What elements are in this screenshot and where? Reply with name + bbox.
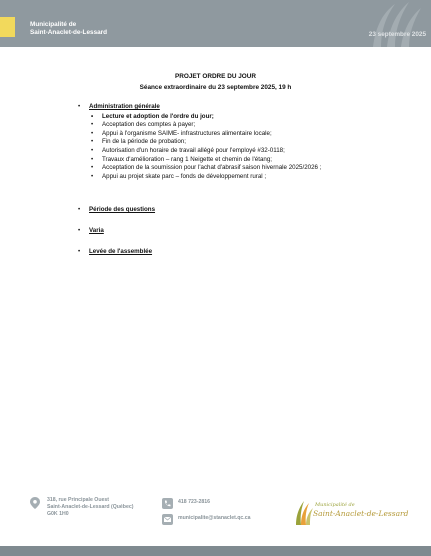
agenda-item-text: Travaux d'amélioration – rang 1 Neigette et chemin de l'étang;: [102, 155, 272, 163]
agenda-item: [78, 138, 368, 147]
footer-phone: 418 723-2816: [178, 499, 211, 505]
header-date: 23 septembre 2025: [368, 31, 426, 38]
footer-address-line2: Saint-Anaclet-de-Lessard (Québec): [47, 504, 134, 510]
agenda-item-text: Fin de la période de probation;: [102, 138, 186, 146]
bullet-icon: •: [78, 103, 81, 110]
logo-line2: Saint-Anaclet-de-Lessard: [313, 509, 409, 518]
agenda-section-title: Période des questions: [89, 206, 156, 214]
header-municipality-name: [30, 21, 107, 37]
agenda-item-text: Acceptation des comptes à payer;: [102, 121, 196, 129]
agenda-section-title: Varia: [89, 226, 104, 234]
bullet-icon: •: [91, 121, 94, 129]
bullet-icon: •: [91, 112, 94, 120]
agenda-section-title: Levée de l'assemblée: [89, 247, 153, 255]
bullet-icon: •: [91, 146, 94, 154]
agenda-subitems: [78, 113, 368, 182]
footer-bar: [0, 546, 431, 556]
document-subtitle: Séance extraordinaire du 23 septembre 2025, 19 h: [139, 84, 292, 91]
logo-wordmark: [313, 502, 408, 518]
footer-address-line1: 318, rue Principale Ouest: [47, 497, 109, 503]
agenda-section-title: Administration générale: [89, 103, 160, 110]
agenda-section: [78, 103, 368, 112]
bullet-icon: •: [91, 164, 94, 172]
agenda-section: [78, 227, 368, 236]
agenda-item: [78, 156, 368, 165]
agenda-list: [78, 103, 368, 256]
agenda-item-text: Autorisation d'un horaire de travail allégé pour l'employé #32-0118;: [102, 146, 285, 154]
header-municipality-line1: Municipalité de: [30, 21, 77, 28]
bullet-icon: •: [78, 206, 81, 214]
footer-address-line3: G0K 1H0: [47, 511, 69, 517]
agenda-item: [78, 164, 368, 173]
agenda-section: [78, 206, 368, 215]
location-pin-icon: [30, 497, 40, 509]
bullet-icon: •: [78, 226, 81, 234]
header-swoosh-watermark: [355, 0, 431, 47]
email-icon: [162, 514, 173, 525]
agenda-item: [78, 147, 368, 156]
agenda-item-text: Acceptation de la soumission pour l'achat d'abrasif saison hivernale 2025/2026 ;: [102, 164, 322, 172]
header-municipality-line2: Saint-Anaclet-de-Lessard: [30, 29, 108, 36]
logo-line1: Municipalité de: [315, 502, 355, 508]
agenda-item-text: Appui au projet skate parc – fonds de développement rural ;: [102, 172, 267, 180]
agenda-item: [78, 113, 368, 122]
logo-flame-icon: [292, 497, 314, 525]
agenda-item: [78, 173, 368, 182]
document-title: PROJET ORDRE DU JOUR: [175, 73, 256, 80]
agenda-item: [78, 130, 368, 139]
bullet-icon: •: [91, 155, 94, 163]
footer-address: [47, 497, 133, 518]
phone-icon: [162, 498, 173, 509]
footer-email: municipalite@stanaclet.qc.ca: [178, 515, 251, 521]
agenda-section: [78, 248, 368, 257]
agenda-item-text: Lecture et adoption de l'ordre du jour;: [102, 112, 214, 120]
bullet-icon: •: [78, 247, 81, 255]
bullet-icon: •: [91, 172, 94, 180]
agenda-item-text: Appui à l'organisme SAIME- infrastructures alimentaire locale;: [102, 129, 272, 137]
header-accent-bar: [0, 17, 15, 37]
agenda-item: [78, 121, 368, 130]
bullet-icon: •: [91, 138, 94, 146]
header-band: [0, 0, 431, 47]
bullet-icon: •: [91, 129, 94, 137]
document-titles: [0, 71, 431, 93]
